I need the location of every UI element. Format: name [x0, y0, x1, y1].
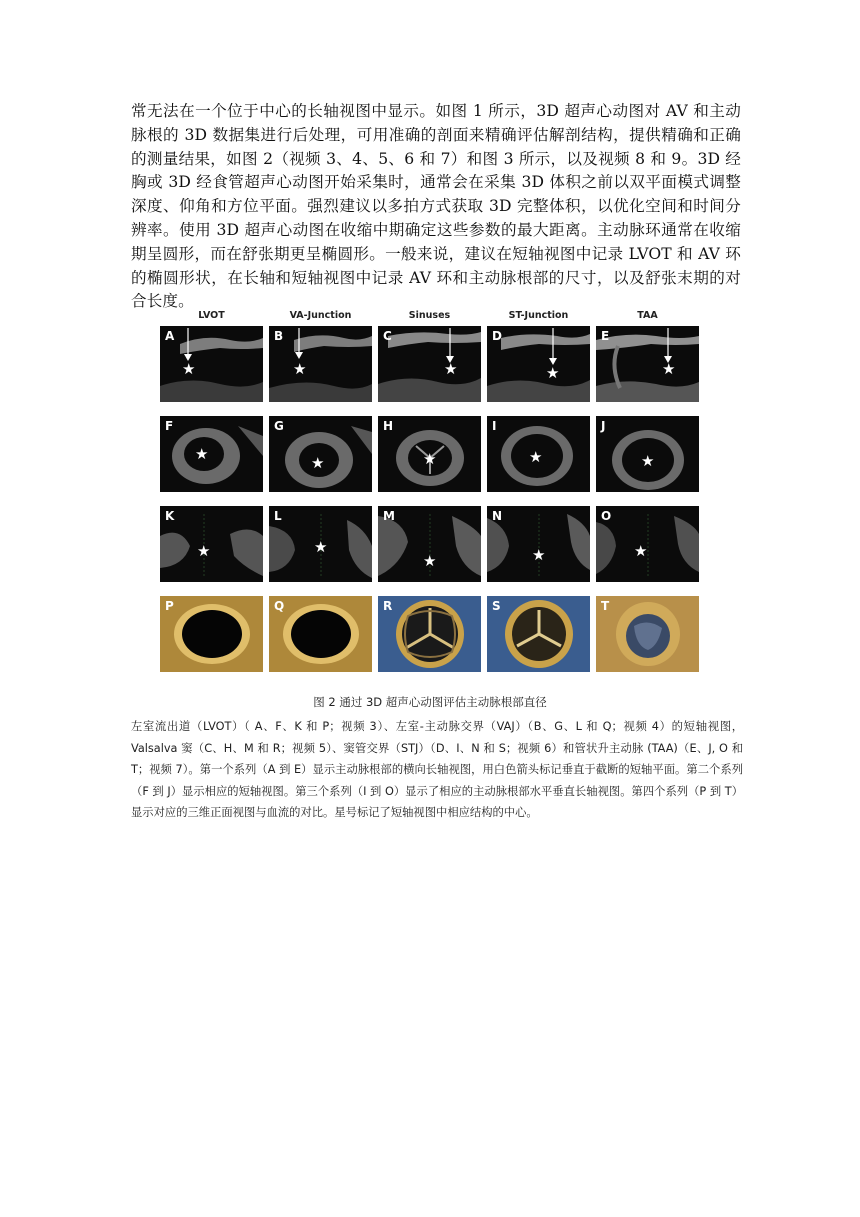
panel-label: R	[383, 599, 393, 613]
panel-label: A	[165, 329, 175, 343]
panel-b	[269, 326, 372, 402]
column-header-taa: TAA	[637, 310, 658, 321]
panel-r	[378, 596, 481, 672]
star-marker-icon: ★	[314, 538, 328, 556]
ultrasound-vertical-axis-image	[596, 506, 699, 582]
ultrasound-short-axis-image	[160, 416, 263, 492]
star-marker-icon: ★	[311, 454, 325, 472]
panel-t	[596, 596, 699, 672]
panel-label: F	[165, 419, 174, 433]
panel-label: O	[601, 509, 612, 523]
star-marker-icon: ★	[546, 364, 560, 382]
column-header-lvot: LVOT	[198, 310, 225, 321]
panel-s	[487, 596, 590, 672]
3d-render-image	[487, 596, 590, 672]
panel-q	[269, 596, 372, 672]
star-marker-icon: ★	[532, 546, 546, 564]
3d-render-image	[378, 596, 481, 672]
panel-label: S	[492, 599, 501, 613]
star-marker-icon: ★	[293, 360, 307, 378]
star-marker-icon: ★	[182, 360, 196, 378]
panel-label: P	[165, 599, 174, 613]
star-marker-icon: ★	[423, 450, 437, 468]
panel-label: M	[383, 509, 395, 523]
panel-f	[160, 416, 263, 492]
panel-d	[487, 326, 590, 402]
panel-i	[487, 416, 590, 492]
panel-label: H	[383, 419, 394, 433]
panel-label: C	[383, 329, 392, 343]
panel-label: T	[601, 599, 610, 613]
panel-l	[269, 506, 372, 582]
panel-label: J	[601, 419, 606, 433]
panel-c	[378, 326, 481, 402]
panel-h	[378, 416, 481, 492]
panel-g	[269, 416, 372, 492]
star-marker-icon: ★	[423, 552, 437, 570]
panel-m	[378, 506, 481, 582]
3d-render-image	[269, 596, 372, 672]
panel-label: Q	[274, 599, 285, 613]
ultrasound-long-axis-image	[269, 326, 372, 402]
panel-label: B	[274, 329, 284, 343]
panel-label: L	[274, 509, 282, 523]
figure-caption-title: 图 2 通过 3D 超声心动图评估主动脉根部直径	[313, 695, 547, 709]
panel-a	[160, 326, 263, 402]
star-marker-icon: ★	[634, 542, 648, 560]
panel-label: E	[601, 329, 610, 343]
3d-render-image	[160, 596, 263, 672]
panel-j	[596, 416, 699, 492]
ultrasound-long-axis-image	[487, 326, 590, 402]
ultrasound-long-axis-image	[378, 326, 481, 402]
figure-caption-body	[131, 716, 743, 824]
ultrasound-vertical-axis-image	[160, 506, 263, 582]
star-marker-icon: ★	[662, 360, 676, 378]
star-marker-icon: ★	[197, 542, 211, 560]
panel-o	[596, 506, 699, 582]
panel-label: N	[492, 509, 503, 523]
ultrasound-vertical-axis-image	[487, 506, 590, 582]
3d-render-image	[596, 596, 699, 672]
panel-label: D	[492, 329, 502, 343]
body-text	[131, 100, 741, 314]
column-header-sinuses: Sinuses	[408, 310, 451, 321]
panel-label: K	[165, 509, 175, 523]
ultrasound-long-axis-image	[596, 326, 699, 402]
star-marker-icon: ★	[444, 360, 458, 378]
column-header-va-junction: VA-Junction	[289, 310, 352, 321]
star-marker-icon: ★	[641, 452, 655, 470]
ultrasound-long-axis-image	[160, 326, 263, 402]
panel-label: I	[492, 419, 497, 433]
body-paragraph: 常无法在一个位于中心的长轴视图中显示。如图 1 所示，3D 超声心动图对 AV 和主动脉根的 3D 数据集进行后处理，可用准确的剖面来精确评估解剖结构，提供精确和正确的测量结果，如图 2（视频 3、4、5、6 和 7）和图 3 所示，以及视频 8 和 9。3D 经胸或 3D 经食管超声心动图开始采集时，通常会在采集 3D 体积之前以双平面模式调整深度、仰角和方位平面。强烈建议以多拍方式获取 3D 完整体积，以优化空间和时间分辨率。使用 3D 超声心动图在收缩中期确定这些参数的最大距离。主动脉环通常在收缩期呈圆形，而在舒张期更呈椭圆形。一般来说，建议在短轴视图中记录 LVOT 和 AV 环的椭圆形状，在长轴和短轴视图中记录 AV 环和主动脉根部的尺寸，以及舒张末期的对合长度。	[131, 102, 741, 311]
star-marker-icon: ★	[195, 445, 209, 463]
column-header-st-junction: ST-Junction	[508, 310, 569, 321]
figure-2	[160, 310, 700, 688]
caption-paragraph: 左室流出道（LVOT）（ A、F、K 和 P；视频 3）、左室-主动脉交界（VAJ）（B、G、L 和 Q；视频 4）的短轴视图，Valsalva 窦（C、H、M 和 R；视频 5）、窦管交界（STJ）（D、I、N 和 S；视频 6）和管状升主动脉 (TAA)（E、J, O 和 T；视频 7）。第一个系列（A 到 E）显示主动脉根部的横向长轴视图，用白色箭头标记垂直于截断的短轴平面。第二个系列（F 到 J）显示相应的短轴视图。第三个系列（I 到 O）显示了相应的主动脉根部水平垂直长轴视图。第四个系列（P 到 T）显示对应的三维正面视图与血流的对比。星号标记了短轴视图中相应结构的中心。	[131, 720, 743, 819]
panel-e	[596, 326, 699, 402]
star-marker-icon: ★	[529, 448, 543, 466]
panel-p	[160, 596, 263, 672]
panel-n	[487, 506, 590, 582]
panel-label: G	[274, 419, 284, 433]
panel-k	[160, 506, 263, 582]
